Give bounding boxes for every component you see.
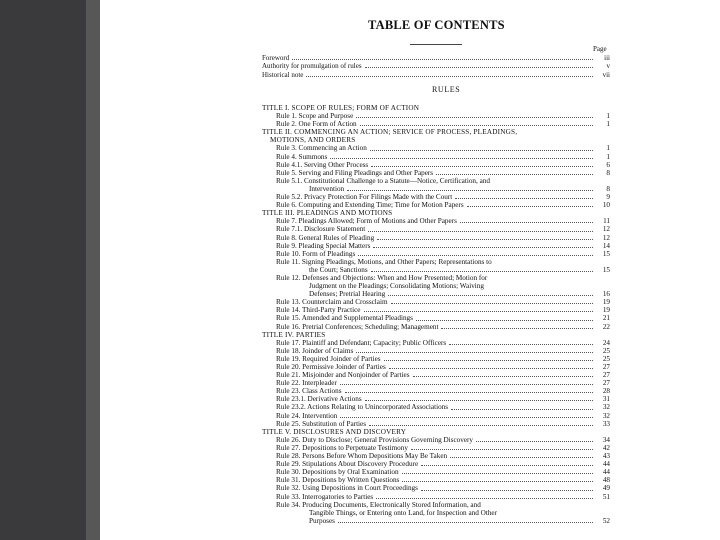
toc-rule-row[interactable] [262,217,610,225]
dot-leader [389,368,593,369]
toc-rule-row[interactable] [262,282,610,290]
dot-leader [402,473,593,474]
toc-entry-page: 15 [602,249,610,258]
toc-rule-row[interactable] [262,420,610,428]
toc-rule-row[interactable] [262,250,610,258]
toc-entry-page: 16 [602,290,610,299]
toc-entry-page: 19 [602,298,610,307]
toc-rule-row[interactable] [262,493,610,501]
toc-rule-row[interactable] [262,444,610,452]
viewer-sidebar-edge [86,0,100,540]
toc-entry-page: 51 [602,492,610,501]
dot-leader [371,271,593,272]
title-divider [410,44,462,45]
toc-entry-page: 8 [606,168,610,177]
dot-leader [347,190,593,191]
toc-entry-text: Rule 11. Signing Pleadings, Motions, and Other Papers; Representations to [276,257,492,266]
toc-rule-row[interactable] [262,517,610,525]
toc-entry-page: 44 [602,460,610,469]
toc-rule-row[interactable] [262,339,610,347]
toc-rule-row[interactable] [262,274,610,282]
toc-entry-text: Rule 28. Persons Before Whom Depositions May Be Taken [276,452,448,461]
toc-entry-text: Rule 5.2. Privacy Protection For Filings Made with the Court [276,193,453,202]
toc-entry-text: Rule 8. General Rules of Pleading [276,233,375,242]
dot-leader [365,67,593,68]
toc-entry-text: Intervention [309,184,345,193]
dot-leader [460,222,593,223]
toc-entry-text: Rule 4.1. Serving Other Process [276,160,369,169]
toc-title-row[interactable] [262,331,610,339]
toc-rule-row[interactable] [262,290,610,298]
entry-page: iii [604,53,610,62]
front-matter-item[interactable] [262,62,610,71]
toc-entry-text: TITLE I. SCOPE OF RULES; FORM OF ACTION [262,104,420,112]
toc-entry-text: Rule 7.1. Disclosure Statement [276,225,366,234]
toc-rule-row[interactable] [262,323,610,331]
dot-leader [388,295,593,296]
toc-rule-row[interactable] [262,298,610,306]
dot-leader [376,498,593,499]
dot-leader [384,360,593,361]
toc-entry-text: Rule 4. Summons [276,152,328,161]
toc-rule-row[interactable] [262,347,610,355]
dot-leader [476,441,593,442]
dot-leader [391,303,593,304]
dot-leader [365,400,593,401]
toc-entry-page: 1 [606,120,610,129]
toc-entry-page: 12 [602,233,610,242]
dot-leader [292,59,593,60]
toc-entry-page: 28 [602,387,610,396]
toc-title-row[interactable] [262,136,610,144]
toc-rule-row[interactable] [262,112,610,120]
toc-entry-text: Rule 15. Amended and Supplemental Pleadings [276,314,413,323]
dot-leader [338,522,593,523]
dot-leader [441,328,593,329]
toc-entry-text: Rule 25. Substitution of Parties [276,419,367,428]
toc-title-row[interactable] [262,209,610,217]
entry-page: v [606,62,610,71]
dot-leader [413,376,593,377]
page-column-label: Page [593,45,607,53]
toc-rule-row[interactable] [262,144,610,152]
toc-entry-text: Rule 24. Intervention [276,411,338,420]
toc-rule-row[interactable] [262,225,610,233]
toc-entry-page: 34 [602,435,610,444]
toc-entry-text: Rule 29. Stipulations About Discovery Procedure [276,460,419,469]
toc-entry-text: Rule 1. Scope and Purpose [276,112,354,121]
toc-entry-text: Rule 5.1. Constitutional Challenge to a Statute—Notice, Certification, and [276,176,490,185]
entry-page: vii [602,70,610,79]
dot-leader [368,231,593,232]
toc-title-row[interactable] [262,128,610,136]
toc-entry-page: 8 [606,184,610,193]
dot-leader [370,150,593,151]
toc-entry-text: TITLE V. DISCLOSURES AND DISCOVERY [262,427,407,436]
dot-leader [421,465,593,466]
toc-entry-page: 1 [606,144,610,153]
toc-rule-row[interactable] [262,306,610,314]
toc-entry-page: 27 [602,379,610,388]
front-matter-item[interactable] [262,70,610,79]
toc-entry-text: Rule 17. Plaintiff and Defendant; Capacity; Public Officers [276,338,447,347]
toc-entry-page: 32 [602,411,610,420]
rules-heading: RULES [432,85,461,94]
toc-title-row[interactable] [262,428,610,436]
toc-rule-row[interactable] [262,258,610,266]
toc-entry-page: 49 [602,484,610,493]
toc-entry-text: Rule 19. Required Joinder of Parties [276,354,381,363]
front-matter-list [262,53,610,79]
toc-entry-text: Rule 34. Producing Documents, Electronically Stored Information, and [276,500,481,509]
toc-rule-row[interactable] [262,363,610,371]
dot-leader [416,320,593,321]
toc-rule-row[interactable] [262,468,610,476]
toc-entry-text: Rule 9. Pleading Special Matters [276,241,371,250]
toc-entry-text: Rule 27. Depositions to Perpetuate Testimony [276,443,408,452]
toc-rule-row[interactable] [262,403,610,411]
toc-entry-page: 24 [602,338,610,347]
toc-entry-text: Rule 33. Interrogatories to Parties [276,492,374,501]
toc-list [262,104,610,525]
toc-entry-page: 44 [602,468,610,477]
front-matter-item[interactable] [262,53,610,62]
dot-leader [306,76,593,77]
viewer-sidebar [0,0,86,540]
toc-entry-page: 15 [602,265,610,274]
toc-rule-row[interactable] [262,387,610,395]
toc-entry-page: 9 [606,193,610,202]
toc-rule-row[interactable] [262,476,610,484]
toc-entry-text: Tangible Things, or Entering onto Land, for Inspection and Other [309,508,497,517]
entry-label: Foreword [262,53,290,62]
toc-entry-page: 48 [602,476,610,485]
toc-entry-text: Rule 14. Third-Party Practice [276,306,361,315]
dot-leader [369,425,593,426]
toc-entry-text: Rule 7. Pleadings Allowed; Form of Motions and Other Papers [276,217,457,226]
toc-entry-text: Defenses; Pretrial Hearing [309,290,386,299]
toc-entry-text: Rule 13. Counterclaim and Crossclaim [276,298,388,307]
toc-title-row[interactable] [262,104,610,112]
toc-entry-text: TITLE II. COMMENCING AN ACTION; SERVICE OF PROCESS, PLEADINGS, [262,128,518,137]
dot-leader [356,117,593,118]
dot-leader [358,255,593,256]
dot-leader [364,311,594,312]
dot-leader [345,392,594,393]
toc-entry-page: 1 [606,152,610,161]
toc-entry-text: Rule 12. Defenses and Objections: When and How Presented; Motion for [276,273,488,282]
dot-leader [371,166,593,167]
toc-entry-page: 25 [602,346,610,355]
entry-label: Authority for promulgation of rules [262,62,362,71]
toc-rule-row[interactable] [262,460,610,468]
toc-rule-row[interactable] [262,509,610,517]
dot-leader [421,490,593,491]
toc-entry-page: 25 [602,354,610,363]
toc-entry-text: Purposes [309,516,335,525]
toc-rule-row[interactable] [262,436,610,444]
toc-entry-text: Rule 32. Using Depositions in Court Proceedings [276,484,418,493]
toc-entry-page: 31 [602,395,610,404]
toc-rule-row[interactable] [262,169,610,177]
toc-rule-row[interactable] [262,193,610,201]
toc-entry-page: 10 [602,201,610,210]
toc-entry-text: Rule 2. One Form of Action [276,120,357,129]
toc-rule-row[interactable] [262,266,610,274]
toc-entry-page: 6 [606,160,610,169]
toc-rule-row[interactable] [262,234,610,242]
dot-leader [377,239,593,240]
toc-rule-row[interactable] [262,452,610,460]
dot-leader [450,457,593,458]
toc-rule-row[interactable] [262,161,610,169]
toc-entry-page: 22 [602,322,610,331]
dot-leader [360,125,593,126]
dot-leader [411,449,593,450]
toc-entry-page: 1 [606,112,610,121]
document-page [100,0,720,540]
toc-entry-text: MOTIONS, AND ORDERS [270,136,356,145]
toc-rule-row[interactable] [262,153,610,161]
toc-rule-row[interactable] [262,120,610,128]
dot-leader [451,409,593,410]
toc-rule-row[interactable] [262,177,610,185]
toc-entry-text: TITLE IV. PARTIES [262,330,326,339]
toc-entry-text: Rule 23.1. Derivative Actions [276,395,362,404]
dot-leader [455,198,593,199]
toc-rule-row[interactable] [262,185,610,193]
toc-rule-row[interactable] [262,201,610,209]
toc-entry-text: Rule 22. Interpleader [276,379,337,388]
toc-entry-page: 52 [602,516,610,525]
dot-leader [340,384,593,385]
toc-entry-text: Judgment on the Pleadings; Consolidating Motions; Waiving [309,282,484,291]
toc-entry-page: 42 [602,443,610,452]
toc-entry-text: TITLE III. PLEADINGS AND MOTIONS [262,209,393,218]
toc-entry-text: Rule 6. Computing and Extending Time; Time for Motion Papers [276,201,464,210]
toc-entry-page: 19 [602,306,610,315]
dot-leader [373,247,593,248]
dot-leader [402,481,593,482]
toc-entry-text: the Court; Sanctions [309,265,368,274]
dot-leader [330,158,593,159]
toc-rule-row[interactable] [262,242,610,250]
toc-entry-page: 32 [602,403,610,412]
toc-entry-page: 11 [603,217,610,226]
toc-entry-page: 12 [602,225,610,234]
toc-rule-row[interactable] [262,501,610,509]
toc-entry-text: Rule 16. Pretrial Conferences; Scheduling; Management [276,322,439,331]
toc-rule-row[interactable] [262,395,610,403]
toc-rule-row[interactable] [262,355,610,363]
toc-entry-text: Rule 20. Permissive Joinder of Parties [276,363,386,371]
toc-entry-text: Rule 31. Depositions by Written Questions [276,476,400,485]
toc-rule-row[interactable] [262,379,610,387]
toc-rule-row[interactable] [262,484,610,492]
toc-entry-text: Rule 23.2. Actions Relating to Unincorporated Associations [276,403,449,412]
dot-leader [436,174,593,175]
toc-entry-page: 21 [602,314,610,323]
dot-leader [449,344,593,345]
toc-entry-text: Rule 30. Depositions by Oral Examination [276,468,399,477]
toc-entry-text: Rule 26. Duty to Disclose; General Provisions Governing Discovery [276,435,474,444]
entry-label: Historical note [262,70,304,79]
toc-entry-text: Rule 3. Commencing an Action [276,144,367,153]
toc-rule-row[interactable] [262,412,610,420]
toc-rule-row[interactable] [262,314,610,322]
toc-rule-row[interactable] [262,371,610,379]
toc-entry-text: Rule 10. Form of Pleadings [276,249,356,258]
toc-entry-page: 33 [602,419,610,428]
toc-entry-page: 27 [602,371,610,380]
page-title: TABLE OF CONTENTS [368,18,505,32]
toc-entry-page: 27 [602,363,610,371]
dot-leader [467,206,593,207]
toc-entry-text: Rule 23. Class Actions [276,387,342,396]
toc-entry-page: 43 [602,452,610,461]
toc-entry-text: Rule 18. Joinder of Claims [276,346,354,355]
dot-leader [356,352,593,353]
toc-entry-page: 14 [602,241,610,250]
dot-leader [340,417,593,418]
toc-entry-text: Rule 5. Serving and Filing Pleadings and Other Papers [276,168,434,177]
toc-entry-text: Rule 21. Misjoinder and Nonjoinder of Parties [276,371,410,380]
